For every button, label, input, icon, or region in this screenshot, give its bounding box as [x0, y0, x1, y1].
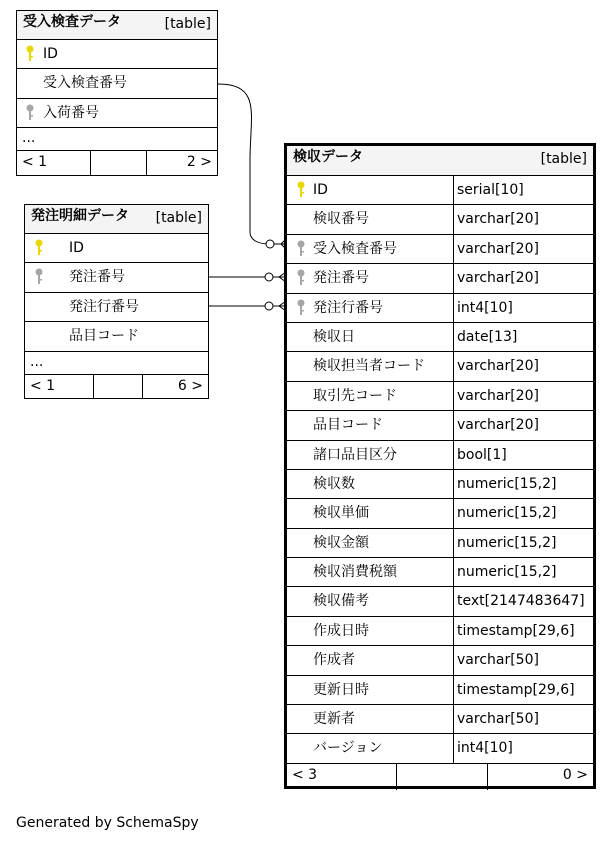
column-row [287, 352, 593, 381]
column-name: 検収単価 [313, 505, 369, 522]
relation-inspection-to-receipt [218, 84, 269, 244]
column-row [287, 264, 593, 293]
column-row [287, 676, 593, 705]
column-type: varchar[50] [457, 711, 539, 728]
table-receipt[interactable] [284, 143, 596, 789]
column-name: 検収数 [313, 475, 355, 492]
column-name: 諸口品目区分 [313, 446, 397, 463]
table-header [17, 11, 217, 40]
cell-divider [453, 734, 454, 763]
column-type: varchar[20] [457, 387, 539, 404]
column-row [287, 705, 593, 734]
column-row [287, 470, 593, 499]
column-name: 受入検査番号 [313, 240, 397, 257]
primary-key-icon [34, 239, 44, 257]
cell-divider [453, 617, 454, 646]
cell-divider [453, 294, 454, 323]
column-row [287, 529, 593, 558]
cell-divider [453, 382, 454, 411]
cell-divider [453, 705, 454, 734]
cell-divider [453, 470, 454, 499]
more-columns [17, 128, 217, 151]
ellipsis: ... [22, 130, 36, 147]
column-row [287, 382, 593, 411]
table-header [287, 146, 593, 176]
column-type: varchar[20] [457, 240, 539, 257]
column-row [287, 499, 593, 528]
cell-divider [453, 646, 454, 675]
column-name: 検収備考 [313, 593, 369, 610]
table-footer [287, 764, 593, 790]
column-row [287, 558, 593, 587]
column-name: 検収消費税額 [313, 564, 397, 581]
table-name: 受入検査データ [23, 14, 121, 30]
column-row [287, 441, 593, 470]
column-row [25, 322, 208, 351]
column-name: 検収番号 [313, 211, 369, 228]
cell-divider [453, 441, 454, 470]
column-name: 更新者 [313, 711, 355, 728]
column-type: varchar[50] [457, 652, 539, 669]
column-name: 発注行番号 [313, 299, 383, 316]
column-row [287, 323, 593, 352]
column-row [25, 293, 208, 322]
column-name: 受入検査番号 [43, 75, 127, 92]
column-type: numeric[15,2] [457, 564, 557, 581]
column-name: 品目コード [69, 328, 139, 345]
column-name: 作成日時 [313, 622, 369, 639]
column-type: serial[10] [457, 182, 524, 198]
column-type: date[13] [457, 328, 518, 345]
column-type: numeric[15,2] [457, 505, 557, 522]
column-row [287, 587, 593, 616]
column-type: numeric[15,2] [457, 534, 557, 551]
column-name: ID [69, 240, 84, 256]
column-row [287, 646, 593, 675]
children-count[interactable]: 2 > [186, 154, 212, 171]
foreign-key-icon [34, 268, 44, 286]
table-name: 発注明細データ [31, 208, 129, 224]
footer-divider [396, 764, 397, 790]
more-columns [25, 352, 208, 375]
cell-divider [453, 411, 454, 440]
column-type: varchar[20] [457, 211, 539, 228]
column-name: ID [43, 46, 58, 62]
footer-divider [146, 151, 147, 175]
children-count[interactable]: 6 > [177, 377, 203, 394]
column-row [287, 176, 593, 205]
primary-key-icon [25, 45, 35, 63]
table-order-detail[interactable] [24, 204, 209, 399]
primary-key-icon [296, 181, 306, 199]
footer-divider [142, 375, 143, 399]
cell-divider [453, 352, 454, 381]
column-row [287, 411, 593, 440]
cell-divider [453, 587, 454, 616]
column-type: varchar[20] [457, 358, 539, 375]
footer-divider [90, 151, 91, 175]
table-header [25, 205, 208, 234]
cell-divider [453, 529, 454, 558]
column-type: numeric[15,2] [457, 475, 557, 492]
column-list [287, 176, 593, 764]
column-row [17, 40, 217, 69]
footer-divider [487, 764, 488, 790]
column-name: ID [313, 182, 328, 198]
cell-divider [453, 264, 454, 293]
column-name: 取引先コード [313, 387, 397, 404]
column-row [17, 99, 217, 128]
children-count[interactable]: 0 > [562, 766, 588, 783]
column-type: int4[10] [457, 740, 513, 757]
column-name: 検収日 [313, 328, 355, 345]
foreign-key-icon [296, 240, 306, 258]
column-name: 更新日時 [313, 681, 369, 698]
column-type: bool[1] [457, 446, 507, 463]
table-kind: [table] [540, 151, 587, 167]
foreign-key-icon [296, 299, 306, 317]
cell-divider [453, 323, 454, 352]
column-name: 発注番号 [313, 270, 369, 287]
column-name: 入荷番号 [43, 104, 99, 121]
table-footer [25, 375, 208, 399]
table-name: 検収データ [293, 149, 363, 165]
column-type: timestamp[29,6] [457, 622, 575, 639]
parents-count[interactable]: < 3 [292, 766, 318, 783]
parents-count[interactable]: < 1 [22, 154, 48, 171]
cell-divider [453, 558, 454, 587]
column-type: varchar[20] [457, 270, 539, 287]
column-name: 検収金額 [313, 534, 369, 551]
column-name: 検収担当者コード [313, 358, 425, 375]
foreign-key-icon [296, 269, 306, 287]
column-row [25, 263, 208, 292]
column-row [287, 617, 593, 646]
column-row [25, 234, 208, 263]
cell-divider [453, 176, 454, 205]
footer-divider [93, 375, 94, 399]
column-name: 発注行番号 [69, 298, 139, 315]
table-footer [17, 151, 217, 175]
cell-divider [453, 676, 454, 705]
column-type: int4[10] [457, 299, 513, 316]
table-kind: [table] [155, 210, 202, 226]
column-row [287, 734, 593, 763]
column-row [287, 205, 593, 234]
relation-end-circle [265, 273, 273, 281]
table-kind: [table] [164, 16, 211, 32]
relation-end-circle [265, 302, 273, 310]
column-row [17, 69, 217, 98]
foreign-key-icon [25, 104, 35, 122]
relation-end-circle [266, 240, 274, 248]
column-name: バージョン [313, 740, 383, 757]
column-name: 作成者 [313, 652, 355, 669]
column-name: 品目コード [313, 417, 383, 434]
column-row [287, 294, 593, 323]
cell-divider [453, 235, 454, 264]
column-type: text[2147483647] [457, 593, 585, 610]
cell-divider [453, 205, 454, 234]
column-name: 発注番号 [69, 269, 125, 286]
column-type: varchar[20] [457, 417, 539, 434]
cell-divider [453, 499, 454, 528]
column-row [287, 235, 593, 264]
parents-count[interactable]: < 1 [30, 377, 56, 394]
generated-by-label: Generated by SchemaSpy [16, 815, 199, 831]
ellipsis: ... [30, 353, 44, 370]
column-type: timestamp[29,6] [457, 681, 575, 698]
table-inspection[interactable] [16, 10, 218, 176]
